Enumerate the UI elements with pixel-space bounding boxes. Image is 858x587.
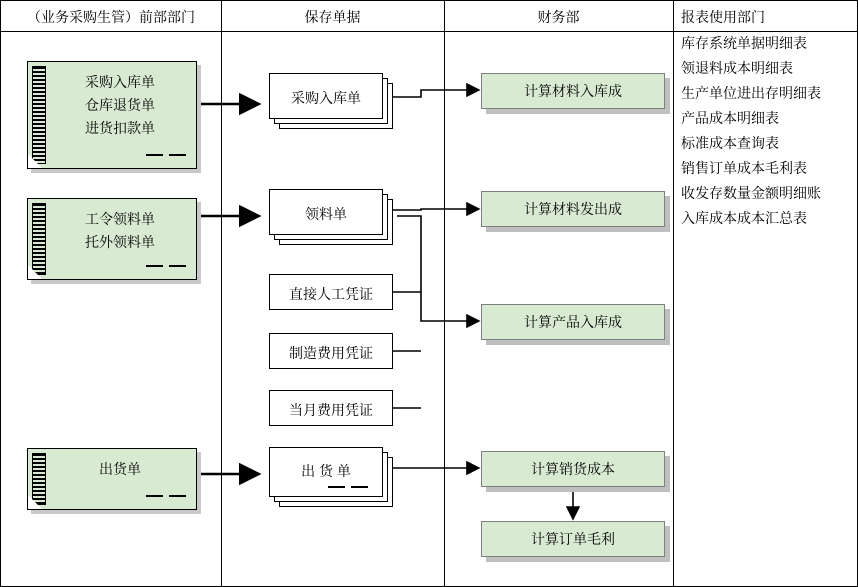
report-item[interactable]: 入库成本成本汇总表 <box>681 210 807 226</box>
doc-rule-lines <box>146 495 186 497</box>
doc-rule-lines <box>146 154 186 156</box>
report-item[interactable]: 标准成本查询表 <box>681 135 779 151</box>
saved-doc-material-requisition[interactable] <box>269 189 393 245</box>
report-item[interactable]: 产品成本明细表 <box>681 110 779 126</box>
column-header-front-dept: （业务采购生管）前部部门 <box>27 9 195 25</box>
saved-doc-purchase-receipt[interactable] <box>269 73 393 129</box>
column-header-report-dept: 报表使用部门 <box>681 9 765 25</box>
process-calc-order-gross-profit[interactable] <box>481 521 665 557</box>
column-divider-3 <box>673 1 674 586</box>
saved-doc-direct-labor-voucher[interactable] <box>269 274 393 310</box>
saved-doc-shipment-note[interactable] <box>269 447 393 507</box>
dogear-icon <box>28 495 42 509</box>
process-label: 计算产品入库成 <box>524 314 622 330</box>
report-item[interactable]: 领退料成本明细表 <box>681 60 793 76</box>
column-divider-2 <box>444 1 445 586</box>
doc-line: 采购入库单 <box>85 74 155 90</box>
doc-rule-lines <box>328 486 368 488</box>
doc-line: 托外领料单 <box>85 234 155 250</box>
column-header-save-docs: 保存单据 <box>304 9 361 25</box>
process-label: 计算销货成本 <box>531 461 615 477</box>
report-item[interactable]: 库存系统单据明细表 <box>681 35 807 51</box>
report-list <box>681 31 821 231</box>
column-header-finance-dept: 财务部 <box>537 9 580 25</box>
saved-doc-label: 当月费用凭证 <box>289 402 373 418</box>
doc-line: 工令领料单 <box>85 211 155 227</box>
saved-doc-label: 出 货 单 <box>301 463 351 479</box>
report-item[interactable]: 生产单位进出存明细表 <box>681 85 821 101</box>
doc-line: 进货扣款单 <box>85 120 155 136</box>
saved-doc-label: 制造费用凭证 <box>289 345 373 361</box>
process-calc-product-in[interactable] <box>481 304 665 340</box>
report-item[interactable]: 收发存数量金额明细账 <box>681 185 821 201</box>
source-doc-purchase-group[interactable] <box>27 61 197 169</box>
process-label: 计算材料入库成 <box>524 83 622 99</box>
doc-line: 出货单 <box>99 461 141 477</box>
dogear-icon <box>28 265 42 279</box>
source-doc-shipment-group[interactable] <box>27 448 197 510</box>
column-divider-1 <box>221 1 222 586</box>
process-calc-material-out[interactable] <box>481 191 665 227</box>
saved-doc-label: 采购入库单 <box>291 90 361 106</box>
report-item[interactable]: 销售订单成本毛利表 <box>681 160 807 176</box>
doc-line: 仓库退货单 <box>85 97 155 113</box>
process-calc-material-in[interactable] <box>481 73 665 109</box>
saved-doc-manufacturing-expense-voucher[interactable] <box>269 333 393 369</box>
source-doc-issue-group[interactable] <box>27 198 197 280</box>
doc-rule-lines <box>146 265 186 267</box>
saved-doc-current-month-expense-voucher[interactable] <box>269 390 393 426</box>
saved-doc-label: 领料单 <box>305 206 347 222</box>
process-calc-cost-of-sales[interactable] <box>481 451 665 487</box>
process-label: 计算订单毛利 <box>531 531 615 547</box>
process-label: 计算材料发出成 <box>524 201 622 217</box>
saved-doc-label: 直接人工凭证 <box>289 286 373 302</box>
dogear-icon <box>28 154 42 168</box>
binding-icon <box>32 66 46 164</box>
